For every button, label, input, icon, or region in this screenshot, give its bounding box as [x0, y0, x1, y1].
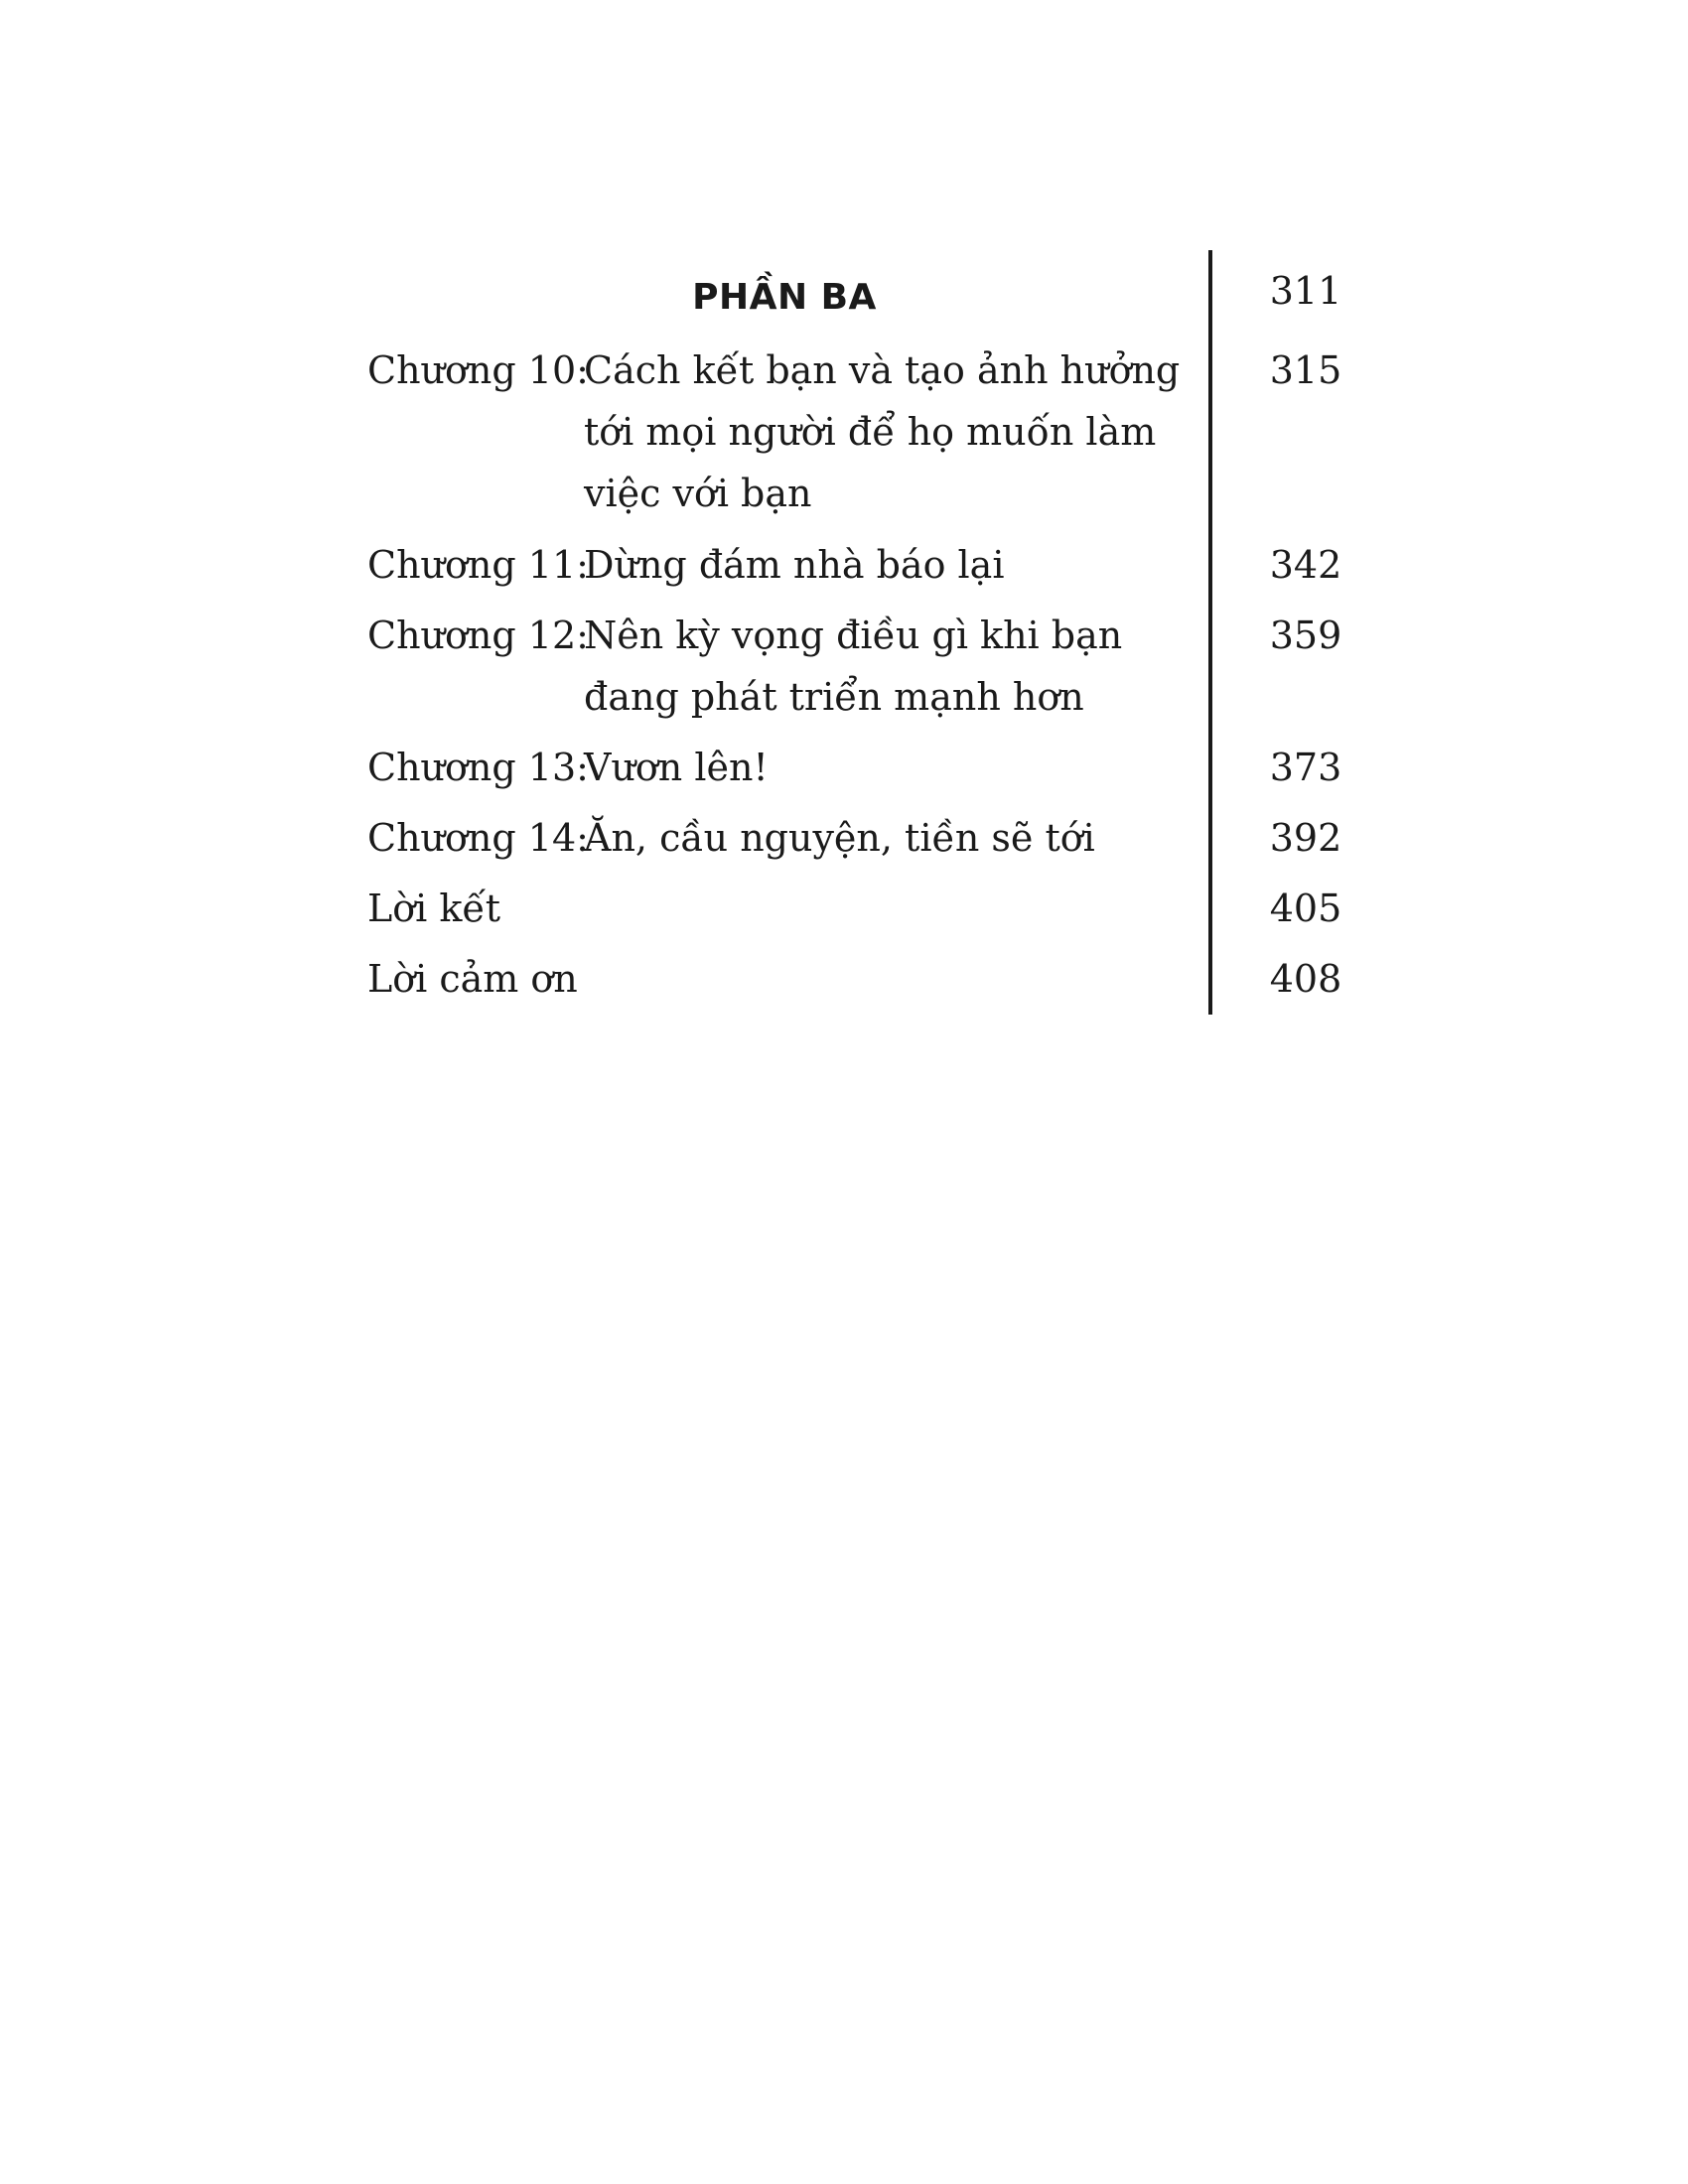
part-page-number: 311 — [1269, 269, 1342, 313]
chapter-label: Chương 10: — [367, 348, 589, 392]
part-heading: PHẦN BA — [692, 277, 877, 318]
chapter-label: Chương 14: — [367, 816, 589, 860]
back-matter-title: Lời cảm ơn — [367, 957, 578, 1001]
back-matter-page-number: 405 — [1269, 887, 1342, 930]
column-divider — [1208, 250, 1212, 1015]
chapter-title: Ăn, cầu nguyện, tiền sẽ tới — [584, 816, 1095, 860]
chapter-title: Vươn lên! — [584, 746, 769, 789]
back-matter-title: Lời kết — [367, 887, 501, 930]
chapter-page-number: 315 — [1269, 348, 1342, 392]
chapter-title: Nên kỳ vọng điều gì khi bạn đang phát triển mạnh hơn — [584, 614, 1123, 719]
chapter-label: Chương 13: — [367, 746, 589, 789]
chapter-page-number: 342 — [1269, 543, 1342, 587]
chapter-title: Cách kết bạn và tạo ảnh hưởng tới mọi người để họ muốn làm việc với bạn — [584, 348, 1181, 515]
chapter-title: Dừng đám nhà báo lại — [584, 543, 1005, 587]
chapter-label: Chương 12: — [367, 614, 589, 657]
chapter-page-number: 392 — [1269, 816, 1342, 860]
chapter-page-number: 373 — [1269, 746, 1342, 789]
back-matter-page-number: 408 — [1269, 957, 1342, 1001]
chapter-label: Chương 11: — [367, 543, 589, 587]
chapter-page-number: 359 — [1269, 614, 1342, 657]
